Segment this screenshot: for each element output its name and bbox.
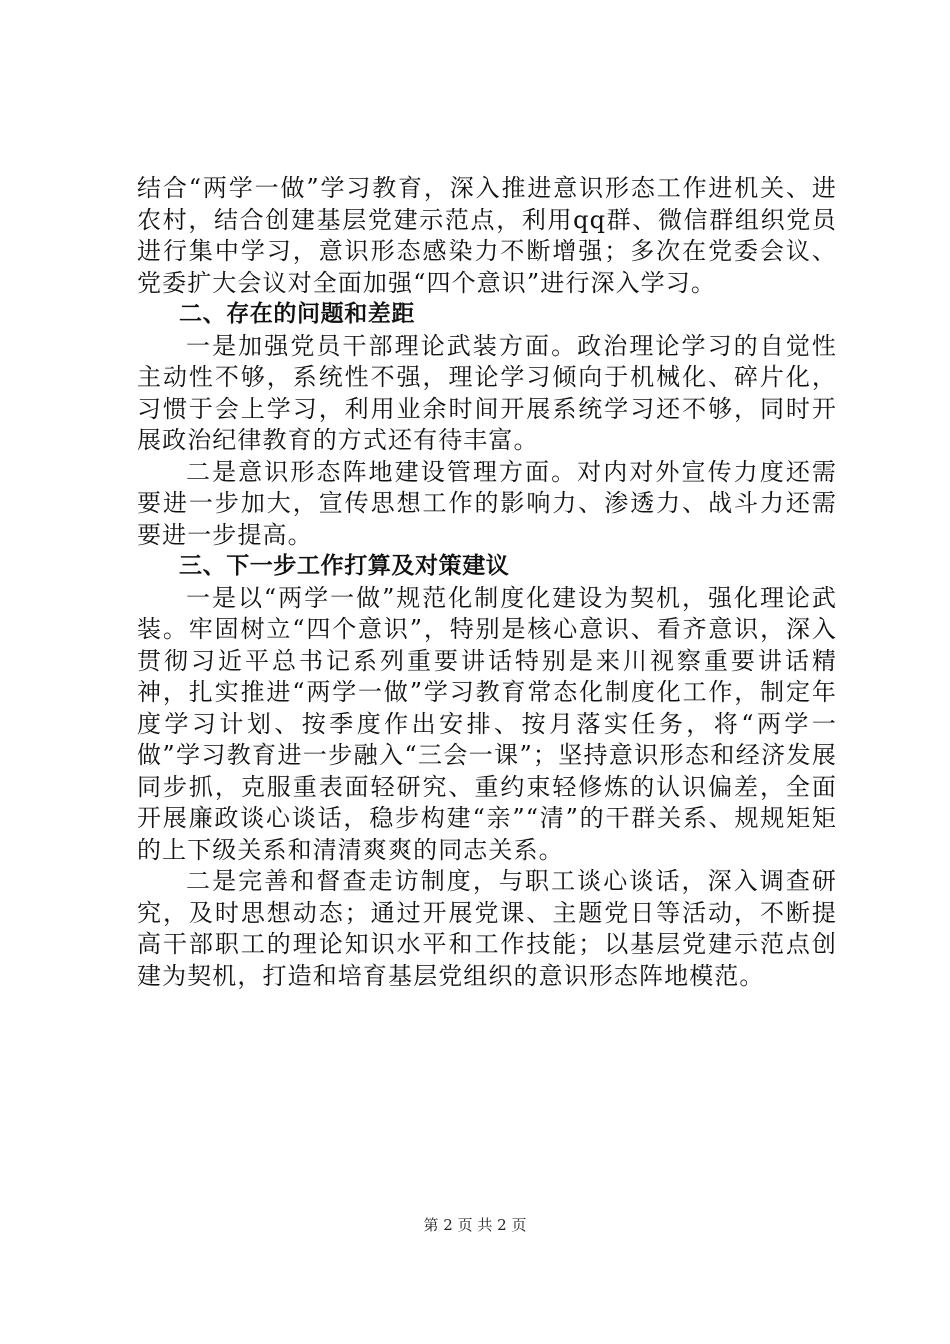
- paragraph-intro-continued: 结合“两学一做”学习教育，深入推进意识形态工作进机关、进农村，结合创建基层党建示范点，利用qq群、微信群组织党员进行集中学习，意识形态感染力不断增强；多次在党委会议、党委扩大会议对全面加强“四个意识”进行深入学习。: [137, 174, 837, 297]
- section-heading-next-steps: 三、下一步工作打算及对策建议: [179, 553, 510, 579]
- paragraph-plan-theory: 一是以“两学一做”规范化制度化建设为契机，强化理论武装。牢固树立“四个意识”，特别是核心意识、看齐意识，深入贯彻习近平总书记系列重要讲话特别是来川视察重要讲话精神，扎实推进“两学一做”学习教育常态化制度化工作，制定年度学习计划、按季度作出安排、按月落实任务，将“两学一做”学习教育进一步融入“三会一课”；坚持意识形态和经济发展同步抓，克服重表面轻研究、重约束轻修炼的认识偏差，全面开展廉政谈心谈话，稳步构建“亲”“清”的干群关系、规规矩矩的上下级关系和清清爽爽的同志关系。: [137, 583, 837, 864]
- section-heading-problems: 二、存在的问题和差距: [179, 301, 415, 327]
- document-body: [137, 173, 837, 992]
- page-number-footer: 第 2 页 共 2 页: [423, 1216, 527, 1234]
- paragraph-problem-ideology: 二是意识形态阵地建设管理方面。对内对外宣传力度还需要进一步加大，宣传思想工作的影响力、渗透力、战斗力还需要进一步提高。: [137, 457, 837, 549]
- paragraph-problem-theory: 一是加强党员干部理论武装方面。政治理论学习的自觉性主动性不够，系统性不强，理论学习倾向于机械化、碎片化，习惯于会上学习，利用业余时间开展系统学习还不够，同时开展政治纪律教育的方式还有待丰富。: [137, 331, 837, 454]
- paragraph-plan-supervision: 二是完善和督查走访制度，与职工谈心谈话，深入调查研究，及时思想动态；通过开展党课、主题党日等活动，不断提高干部职工的理论知识水平和工作技能；以基层党建示范点创建为契机，打造和培育基层党组织的意识形态阵地模范。: [137, 867, 837, 990]
